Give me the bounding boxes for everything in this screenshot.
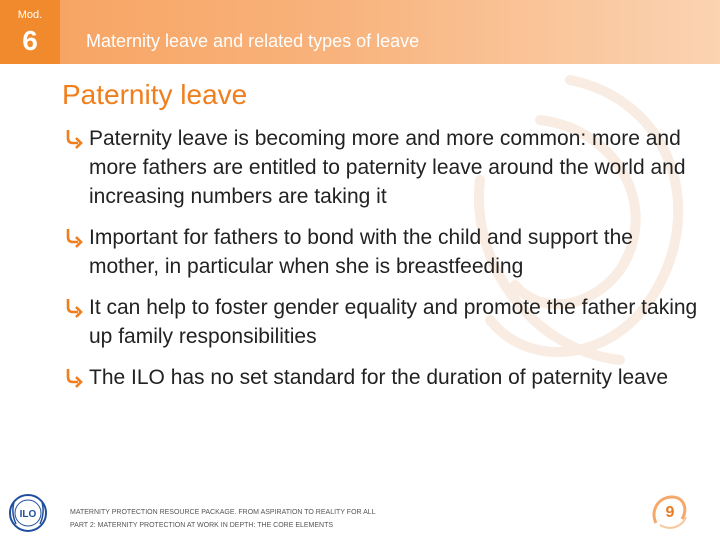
bullet-text: Paternity leave is becoming more and more common: more and more fathers are entitled to paternity leave around the world and increasing numbers are taking it [89,127,686,208]
curved-arrow-icon [65,124,83,162]
module-badge [0,0,60,64]
curved-arrow-icon [65,293,83,331]
module-label: Mod. [17,9,43,21]
bullet-text: The ILO has no set standard for the duration of paternity leave [89,366,669,389]
bullet-item [65,363,705,392]
logo-text: ILO [19,509,37,520]
footer-line-2: PART 2: MATERNITY PROTECTION AT WORK IN DEPTH: THE CORE ELEMENTS [70,522,334,529]
header-title: Maternity leave and related types of leave [86,31,420,51]
bullet-item [65,293,705,351]
slide-title: Paternity leave [62,79,248,110]
ilo-logo-icon [8,492,48,534]
bullet-text: Important for fathers to bond with the child and support the mother, in particular when she is breastfeeding [89,226,633,278]
curved-arrow-icon [65,223,83,261]
bullet-text: It can help to foster gender equality and promote the father taking up family responsibilities [89,296,698,348]
footer-line-1: MATERNITY PROTECTION RESOURCE PACKAGE. FROM ASPIRATION TO REALITY FOR ALL [70,509,376,516]
footer-text [70,506,376,532]
bullet-item [65,223,705,281]
bullet-item [65,124,705,211]
header-bar [0,0,720,64]
curved-arrow-icon [65,363,83,401]
page-number: 9 [665,504,675,521]
module-number: 6 [22,25,38,56]
bullet-list [65,124,705,392]
